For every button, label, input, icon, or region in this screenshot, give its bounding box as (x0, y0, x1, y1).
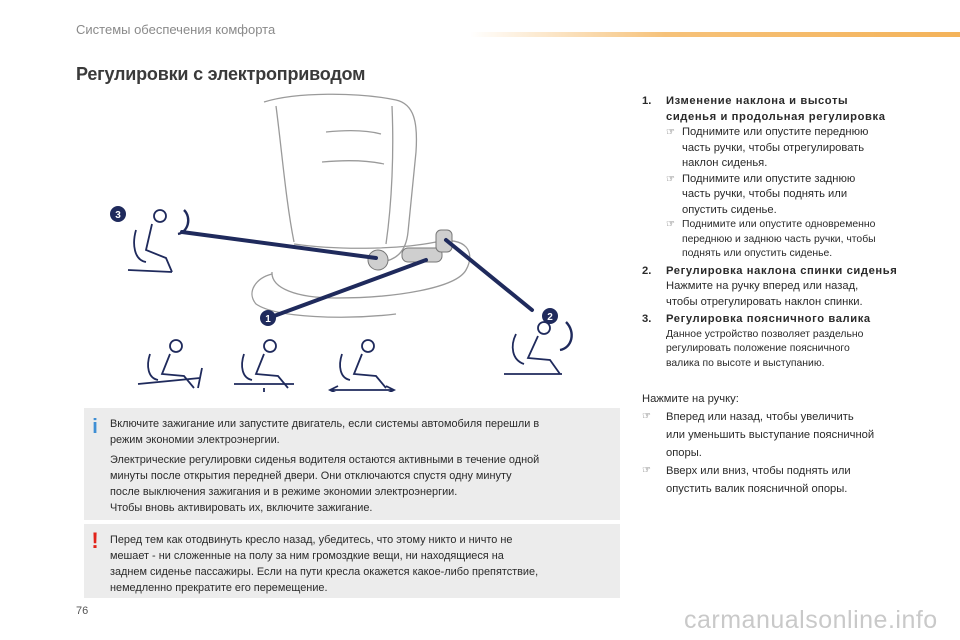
lumbar-instructions (642, 390, 912, 498)
hand-pointer-icon: ☞ (642, 465, 651, 476)
item-number: 3. (642, 313, 652, 325)
bullet-seat-height: ☞ Поднимите или опустите заднюю часть ручки, чтобы поднять или опустить сиденье. (666, 172, 856, 216)
instruction-item-3: 3. Регулировка поясничного валика Данное устройство позволяет раздельно регулировать положение поясничного валика по высоте и выступанию. (642, 312, 932, 371)
lumbar-intro: Нажмите на ручку: (642, 393, 739, 405)
instructions-column (642, 94, 932, 373)
callout-3 (110, 206, 126, 222)
item-number: 1. (642, 95, 652, 107)
svg-text:3: 3 (115, 210, 121, 221)
pictogram-lumbar (128, 210, 188, 272)
page-heading: Регулировки с электроприводом (76, 64, 366, 84)
section-title: Системы обеспечения комфорта (76, 22, 276, 37)
warning-note (84, 524, 620, 598)
header-accent-bar (470, 32, 960, 37)
warning-note-text: Перед тем как отодвинуть кресло назад, убедитесь, что этому никто и ничто не мешает - ни сложенные на полу за ним громоздкие вещи, ни находящиеся на заднем сиденье пассажиры. Если на пути кресла окажется какое-либо препятствие, немедленно прекратите его перемещение. (110, 534, 539, 594)
hand-pointer-icon: ☞ (642, 411, 651, 422)
svg-text:1: 1 (265, 314, 271, 325)
bullet-lumbar-depth: ☞ Вперед или назад, чтобы увеличить или уменьшить выступание поясничной опоры. (642, 408, 912, 462)
watermark: carmanualsonline.info (684, 606, 938, 634)
instruction-item-2: 2. Регулировка наклона спинки сиденья Нажмите на ручку вперед или назад, чтобы отрегулировать наклон спинки. (642, 264, 932, 311)
hand-pointer-icon: ☞ (666, 173, 675, 185)
pictogram-seat-fore-aft (330, 340, 394, 392)
pointer-lines (182, 232, 532, 316)
pictogram-seat-height (234, 340, 294, 392)
svg-text:2: 2 (547, 312, 553, 323)
instruction-item-1 (642, 94, 932, 262)
item-title: Регулировка наклона спинки сиденья (666, 264, 898, 277)
info-note-text: Включите зажигание или запустите двигатель, если системы автомобиля перешли в режим экономии электроэнергии. Электрические регулировки сиденья водителя остаются активными в течение одной минуты после открытия передней двери. Они отключаются спустя одну минуту после выключения зажигания и в режиме экономии электроэнергии. Чтобы вновь активировать их, включите зажигание. (110, 418, 540, 514)
pictogram-backrest (504, 322, 572, 374)
bullet-seat-tilt: ☞ Поднимите или опустите переднюю часть ручки, чтобы отрегулировать наклон сиденья. (666, 126, 869, 169)
item-title: Изменение наклона и высоты сиденья и продольная регулировка (666, 95, 886, 123)
bullet-lumbar-height: ☞ Вверх или вниз, чтобы поднять или опустить валик поясничной опоры. (642, 462, 912, 498)
bullet-seat-raise-lower: ☞ Поднимите или опустите одновременно переднюю и заднюю часть ручки, чтобы поднять или опустить сиденье. (666, 219, 876, 259)
callout-1 (260, 310, 276, 326)
info-icon: i (92, 416, 98, 438)
hand-pointer-icon: ☞ (666, 219, 675, 230)
item-number: 2. (642, 264, 652, 277)
item-title: Регулировка поясничного валика (666, 313, 871, 325)
page-number: 76 (76, 605, 89, 617)
seat-adjustment-illustration (96, 92, 616, 392)
info-note (84, 408, 620, 520)
pictogram-seat-tilt (138, 340, 202, 388)
hand-pointer-icon: ☞ (666, 127, 675, 138)
warning-icon: ! (91, 528, 99, 553)
